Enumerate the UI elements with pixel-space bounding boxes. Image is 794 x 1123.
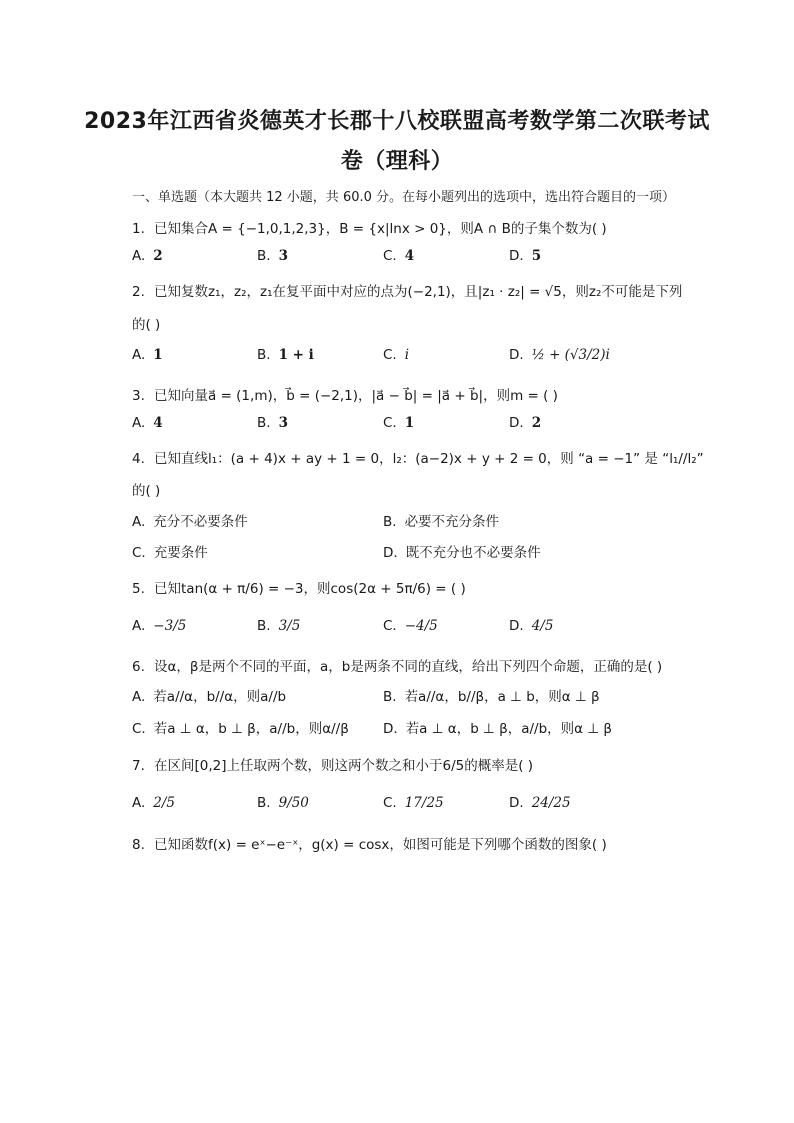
option-b[interactable]: B. 3	[257, 248, 288, 264]
option-a[interactable]: A. 1	[132, 347, 163, 363]
option-b[interactable]: B. 3/5	[257, 618, 301, 634]
question-text: 已知直线l₁：(a + 4)x + ay + 1 = 0，l₂：(a−2)x + y + 2 = 0，则 “a = −1” 是 “l₁//l₂”	[154, 451, 704, 467]
question-text: 已知复数z₁，z₂，z₁在复平面中对应的点为(−2,1)，且|z₁ · z₂| = √5，则z₂不可能是下列	[154, 284, 683, 300]
option-b[interactable]: B. 3	[257, 415, 288, 431]
option-a[interactable]: A. 充分不必要条件	[132, 514, 248, 530]
question-number: 7.	[132, 758, 145, 774]
question-8-stem	[132, 833, 607, 853]
question-number: 5.	[132, 581, 145, 597]
question-number: 4.	[132, 451, 145, 467]
exam-title-line2: 卷（理科）	[340, 149, 454, 174]
question-7-stem	[132, 754, 533, 774]
option-a[interactable]: A. 2	[132, 248, 163, 264]
option-d[interactable]: D. 5	[509, 248, 542, 264]
question-2-stem	[132, 280, 682, 300]
question-text: 设α，β是两个不同的平面，a，b是两条不同的直线，给出下列四个命题，正确的是( )	[154, 659, 663, 675]
option-a[interactable]: A. 2/5	[132, 795, 176, 811]
option-a[interactable]: A. 若a//α，b//α，则a//b	[132, 689, 287, 705]
question-text: 已知集合A = {−1,0,1,2,3}，B = {x|lnx > 0}，则A ∩ B的子集个数为( )	[154, 221, 607, 237]
question-number: 6.	[132, 659, 145, 675]
exam-title-line1: 2023年江西省炎德英才长郡十八校联盟高考数学第二次联考试	[84, 109, 710, 134]
question-6-stem	[132, 655, 662, 675]
question-2-stem-cont	[132, 313, 160, 333]
question-number: 3.	[132, 388, 145, 404]
question-text: 已知函数f(x) = eˣ−e⁻ˣ，g(x) = cosx，如图可能是下列哪个函数的图象( )	[154, 837, 607, 853]
option-d[interactable]: D. 4/5	[509, 618, 554, 634]
option-d[interactable]: D. 2	[509, 415, 542, 431]
option-c[interactable]: C. −4/5	[383, 618, 438, 634]
question-1-stem	[132, 217, 607, 237]
question-number: 1.	[132, 221, 145, 237]
option-c[interactable]: C. 若a ⊥ α，b ⊥ β，a//b，则α//β	[132, 721, 349, 737]
option-d[interactable]: D. 24/25	[509, 795, 571, 811]
question-number: 2.	[132, 284, 145, 300]
question-text: 已知向量a⃗ = (1,m)，b⃗ = (−2,1)，|a⃗ − b⃗| = |a⃗ + b⃗|，则m = ( )	[154, 388, 558, 404]
question-text: 的( )	[132, 483, 161, 499]
question-4-stem-cont	[132, 479, 160, 499]
option-d[interactable]: D. 既不充分也不必要条件	[383, 545, 541, 561]
option-c[interactable]: C. 4	[383, 248, 415, 264]
option-c[interactable]: C. 17/25	[383, 795, 444, 811]
question-text: 已知tan(α + π/6) = −3，则cos(2α + 5π/6) = ( )	[154, 581, 466, 597]
question-number: 8.	[132, 837, 145, 853]
option-c[interactable]: C. i	[383, 347, 410, 363]
option-b[interactable]: B. 必要不充分条件	[383, 514, 500, 530]
option-d[interactable]: D. 若a ⊥ α，b ⊥ β，a//b，则α ⊥ β	[383, 721, 613, 737]
option-a[interactable]: A. −3/5	[132, 618, 187, 634]
option-c[interactable]: C. 1	[383, 415, 415, 431]
option-c[interactable]: C. 充要条件	[132, 545, 208, 561]
option-b[interactable]: B. 若a//α，b//β，a ⊥ b，则α ⊥ β	[383, 689, 600, 705]
question-text: 在区间[0,2]上任取两个数，则这两个数之和小于6/5的概率是( )	[154, 758, 534, 774]
question-3-stem	[132, 384, 558, 404]
option-d[interactable]: D. ½ + (√3/2)i	[509, 347, 610, 363]
question-5-stem	[132, 577, 466, 597]
section-heading: 一、单选题（本大题共 12 小题，共 60.0 分。在每小题列出的选项中，选出符合题目的一项）	[132, 190, 676, 205]
option-a[interactable]: A. 4	[132, 415, 163, 431]
option-b[interactable]: B. 1 + i	[257, 347, 314, 363]
question-text: 的( )	[132, 317, 161, 333]
option-b[interactable]: B. 9/50	[257, 795, 309, 811]
question-4-stem	[132, 447, 704, 467]
